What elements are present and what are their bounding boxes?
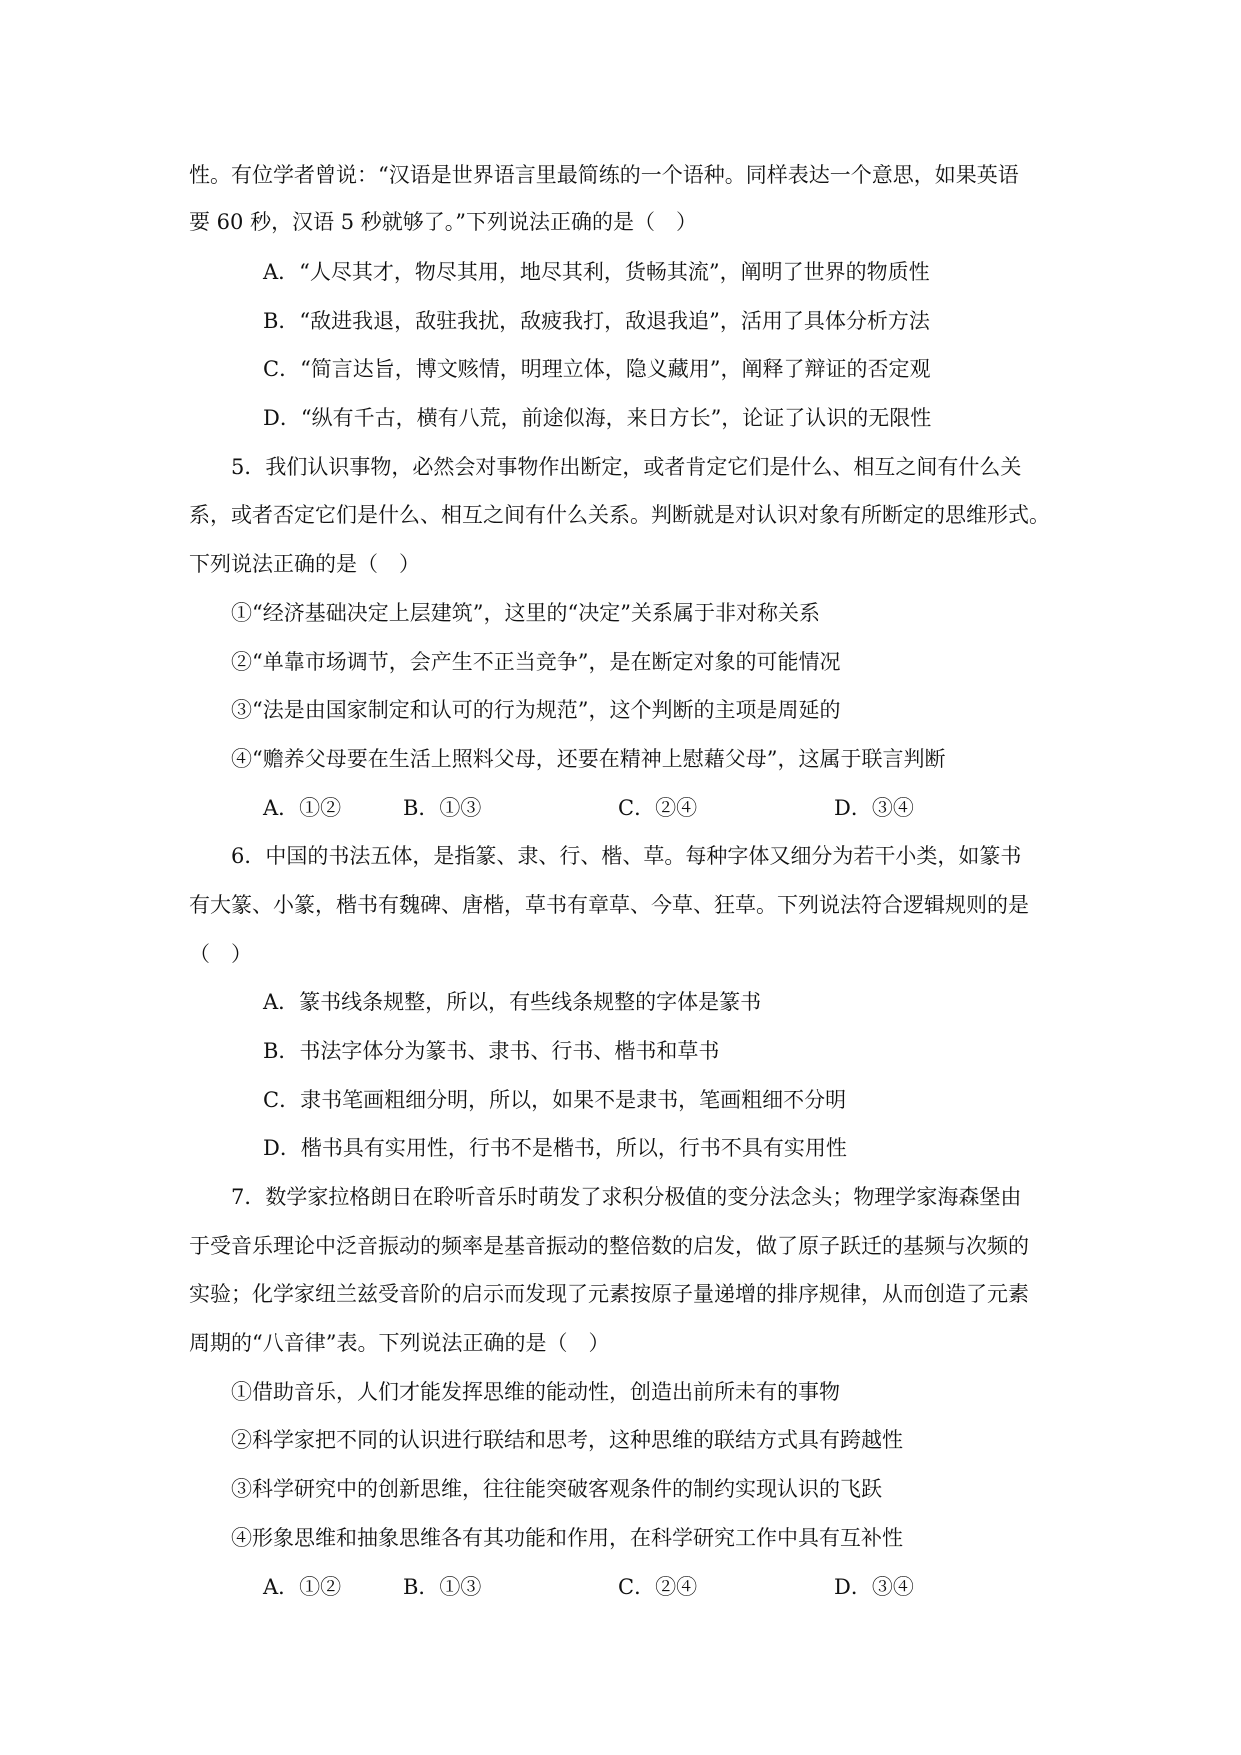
q6-stem-line: （ ） — [189, 942, 252, 966]
q5-choice-d: D．③④ — [834, 796, 914, 820]
q4-option-c: C．“简言达旨，博文赅情，明理立体，隐义藏用”，阐释了辩证的否定观 — [263, 357, 931, 381]
q6-option-a: A．篆书线条规整，所以，有些线条规整的字体是篆书 — [263, 990, 762, 1014]
q5-choice-a: A．①② — [263, 796, 342, 820]
q4-option-b: B．“敌进我退，敌驻我扰，敌疲我打，敌退我追”，活用了具体分析方法 — [263, 309, 930, 333]
q6-stem-line: 6．中国的书法五体，是指篆、隶、行、楷、草。每种字体又细分为若干小类，如篆书 — [231, 844, 1022, 868]
q6-option-b: B．书法字体分为篆书、隶书、行书、楷书和草书 — [263, 1039, 720, 1063]
q7-choice-a: A．①② — [263, 1575, 342, 1599]
q4-option-d: D．“纵有千古，横有八荒，前途似海，来日方长”，论证了认识的无限性 — [263, 406, 932, 430]
q6-stem-line: 有大篆、小篆，楷书有魏碑、唐楷，草书有章草、今草、狂草。下列说法符合逻辑规则的是 — [189, 893, 1029, 917]
q5-statement-3: ③“法是由国家制定和认可的行为规范”，这个判断的主项是周延的 — [231, 698, 841, 722]
q7-stem-line: 实验；化学家纽兰兹受音阶的启示而发现了元素按原子量递增的排序规律，从而创造了元素 — [189, 1282, 1029, 1306]
q5-stem-line: 5．我们认识事物，必然会对事物作出断定，或者肯定它们是什么、相互之间有什么关 — [231, 455, 1022, 479]
q7-stem-line: 周期的“八音律”表。下列说法正确的是（ ） — [189, 1331, 610, 1355]
q7-stem-line: 7．数学家拉格朗日在聆听音乐时萌发了求积分极值的变分法念头；物理学家海森堡由 — [231, 1185, 1022, 1209]
q5-choice-c: C．②④ — [618, 796, 698, 820]
q4-stem-line: 性。有位学者曾说：“汉语是世界语言里最简练的一个语种。同样表达一个意思，如果英语 — [189, 163, 1019, 187]
q7-choice-d: D．③④ — [834, 1575, 914, 1599]
q5-choice-b: B．①③ — [403, 796, 482, 820]
q5-stem-line: 系，或者否定它们是什么、相互之间有什么关系。判断就是对认识对象有所断定的思维形式。 — [189, 503, 1050, 527]
q5-statement-4: ④“赡养父母要在生活上照料父母，还要在精神上慰藉父母”，这属于联言判断 — [231, 747, 946, 771]
q4-stem-line: 要 60 秒，汉语 5 秒就够了。”下列说法正确的是（ ） — [189, 210, 698, 234]
q7-statement-2: ②科学家把不同的认识进行联结和思考，这种思维的联结方式具有跨越性 — [231, 1428, 903, 1452]
q7-statement-4: ④形象思维和抽象思维各有其功能和作用，在科学研究工作中具有互补性 — [231, 1526, 903, 1550]
q7-choice-c: C．②④ — [618, 1575, 698, 1599]
q7-statement-1: ①借助音乐，人们才能发挥思维的能动性，创造出前所未有的事物 — [231, 1380, 840, 1404]
q7-statement-3: ③科学研究中的创新思维，往往能突破客观条件的制约实现认识的飞跃 — [231, 1477, 882, 1501]
q5-statement-1: ①“经济基础决定上层建筑”，这里的“决定”关系属于非对称关系 — [231, 601, 820, 625]
q7-stem-line: 于受音乐理论中泛音振动的频率是基音振动的整倍数的启发，做了原子跃迁的基频与次频的 — [189, 1234, 1029, 1258]
q5-stem-line: 下列说法正确的是（ ） — [189, 552, 420, 576]
q5-statement-2: ②“单靠市场调节，会产生不正当竞争”，是在断定对象的可能情况 — [231, 650, 841, 674]
q6-option-c: C．隶书笔画粗细分明，所以，如果不是隶书，笔画粗细不分明 — [263, 1088, 847, 1112]
q6-option-d: D．楷书具有实用性，行书不是楷书，所以，行书不具有实用性 — [263, 1136, 847, 1160]
q7-choice-b: B．①③ — [403, 1575, 482, 1599]
q4-option-a: A．“人尽其才，物尽其用，地尽其利，货畅其流”，阐明了世界的物质性 — [263, 260, 930, 284]
